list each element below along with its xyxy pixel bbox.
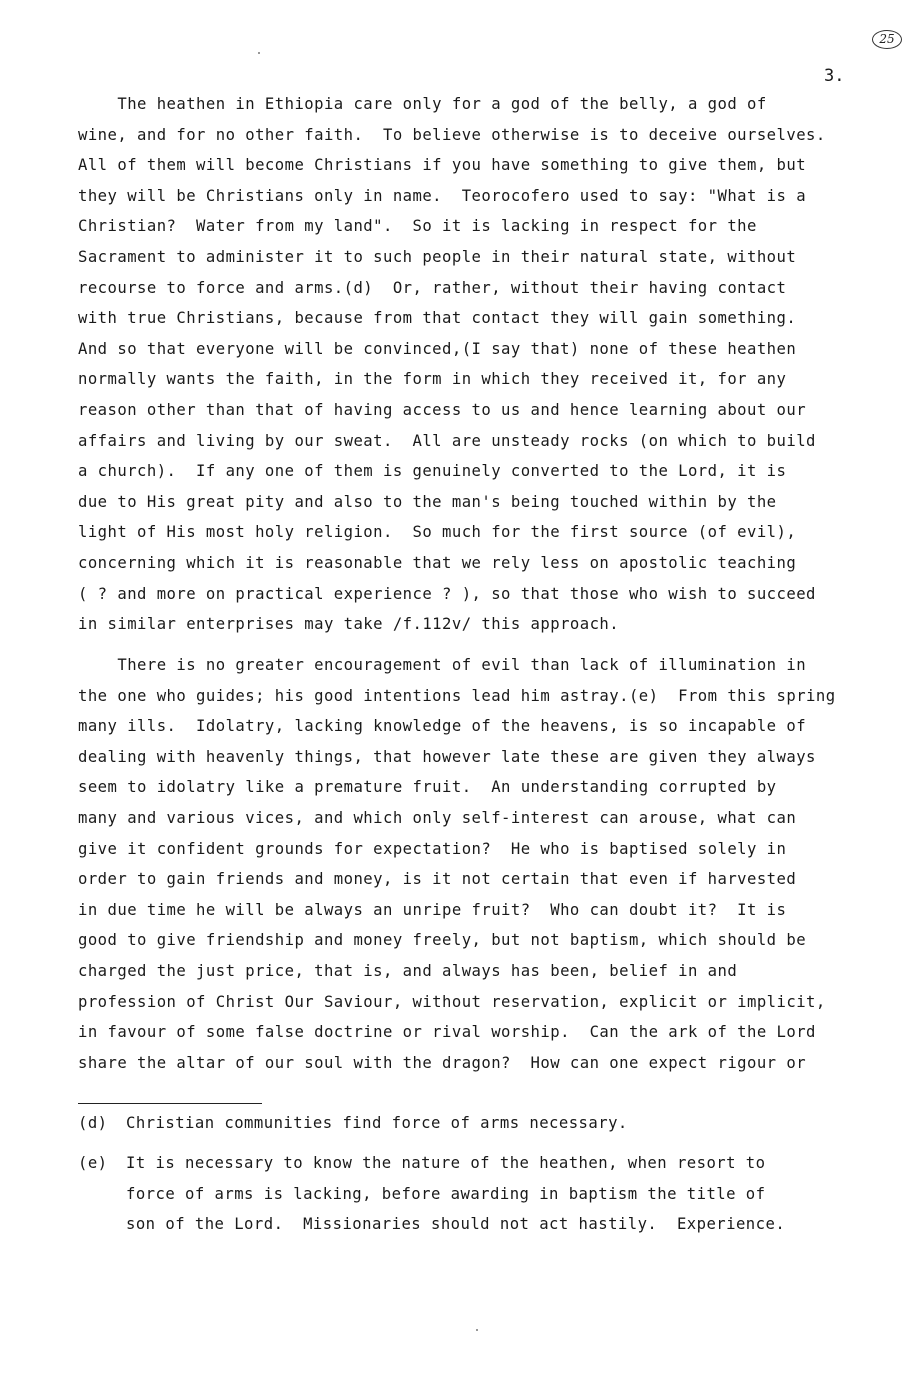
page-number: 3. [824, 66, 845, 86]
text-line: in due time he will be always an unripe fruit? Who can doubt it? It is [78, 900, 787, 919]
paragraph-1 [78, 89, 890, 640]
text-line: charged the just price, that is, and always has been, belief in and [78, 961, 738, 980]
text-line: son of the Lord. Missionaries should not act hastily. Experience. [126, 1215, 786, 1234]
footnote-rule [78, 1103, 262, 1104]
text-line: give it confident grounds for expectation? He who is baptised solely in [78, 839, 787, 858]
text-line: a church). If any one of them is genuinely converted to the Lord, it is [78, 462, 787, 481]
text-line: Sacrament to administer it to such people in their natural state, without [78, 247, 797, 266]
text-line: in favour of some false doctrine or rival worship. Can the ark of the Lord [78, 1023, 816, 1042]
text-line: There is no greater encouragement of evil than lack of illumination in [78, 656, 807, 674]
text-line: profession of Christ Our Saviour, without reservation, explicit or implicit, [78, 992, 826, 1011]
text-line: seem to idolatry like a premature fruit. An understanding corrupted by [78, 778, 777, 797]
text-line: All of them will become Christians if you have something to give them, but [78, 156, 807, 175]
text-line: recourse to force and arms.(d) Or, rather, without their having contact [78, 278, 787, 297]
footnote-body [126, 1148, 785, 1240]
text-line: reason other than that of having access to us and hence learning about our [78, 400, 807, 419]
paper-speck [258, 52, 260, 54]
text-line: order to gain friends and money, is it not certain that even if harvested [78, 870, 797, 889]
text-line: the one who guides; his good intentions lead him astray.(e) From this spring [78, 686, 836, 705]
paragraph-2 [78, 650, 890, 1078]
folio-stamp: 25 [872, 30, 902, 49]
text-line: And so that everyone will be convinced,(I say that) none of these heathen [78, 339, 797, 358]
text-line: ( ? and more on practical experience ? ), so that those who wish to succeed [78, 584, 816, 603]
text-line: It is necessary to know the nature of the heathen, when resort to [126, 1154, 766, 1172]
text-line: due to His great pity and also to the man's being touched within by the [78, 492, 777, 511]
text-line: good to give friendship and money freely, but not baptism, which should be [78, 931, 807, 950]
text-line: many ills. Idolatry, lacking knowledge of the heavens, is so incapable of [78, 717, 807, 736]
text-line: wine, and for no other faith. To believe otherwise is to deceive ourselves. [78, 125, 826, 144]
footnote-body [126, 1108, 628, 1139]
footnote-marker: (d) [78, 1114, 108, 1132]
text-line: Christian? Water from my land". So it is lacking in respect for the [78, 217, 757, 236]
text-line: normally wants the faith, in the form in which they received it, for any [78, 370, 787, 389]
text-line: The heathen in Ethiopia care only for a god of the belly, a god of [78, 95, 767, 113]
text-line: many and various vices, and which only self-interest can arouse, what can [78, 808, 797, 827]
text-line: in similar enterprises may take /f.112v/ this approach. [78, 615, 620, 634]
text-line: affairs and living by our sweat. All are unsteady rocks (on which to build [78, 431, 816, 450]
paper-speck [476, 1329, 478, 1331]
footnote-e [78, 1148, 890, 1234]
footnote-marker: (e) [78, 1154, 108, 1172]
text-line: with true Christians, because from that contact they will gain something. [78, 309, 797, 328]
text-line: dealing with heavenly things, that however late these are given they always [78, 747, 816, 766]
text-line: force of arms is lacking, before awarding in baptism the title of [126, 1184, 766, 1203]
text-line: share the altar of our soul with the dragon? How can one expect rigour or [78, 1053, 807, 1072]
text-line: they will be Christians only in name. Teorocofero used to say: "What is a [78, 186, 807, 205]
text-line: Christian communities find force of arms necessary. [126, 1114, 628, 1132]
text-line: light of His most holy religion. So much for the first source (of evil), [78, 523, 797, 542]
text-line: concerning which it is reasonable that we rely less on apostolic teaching [78, 553, 797, 572]
